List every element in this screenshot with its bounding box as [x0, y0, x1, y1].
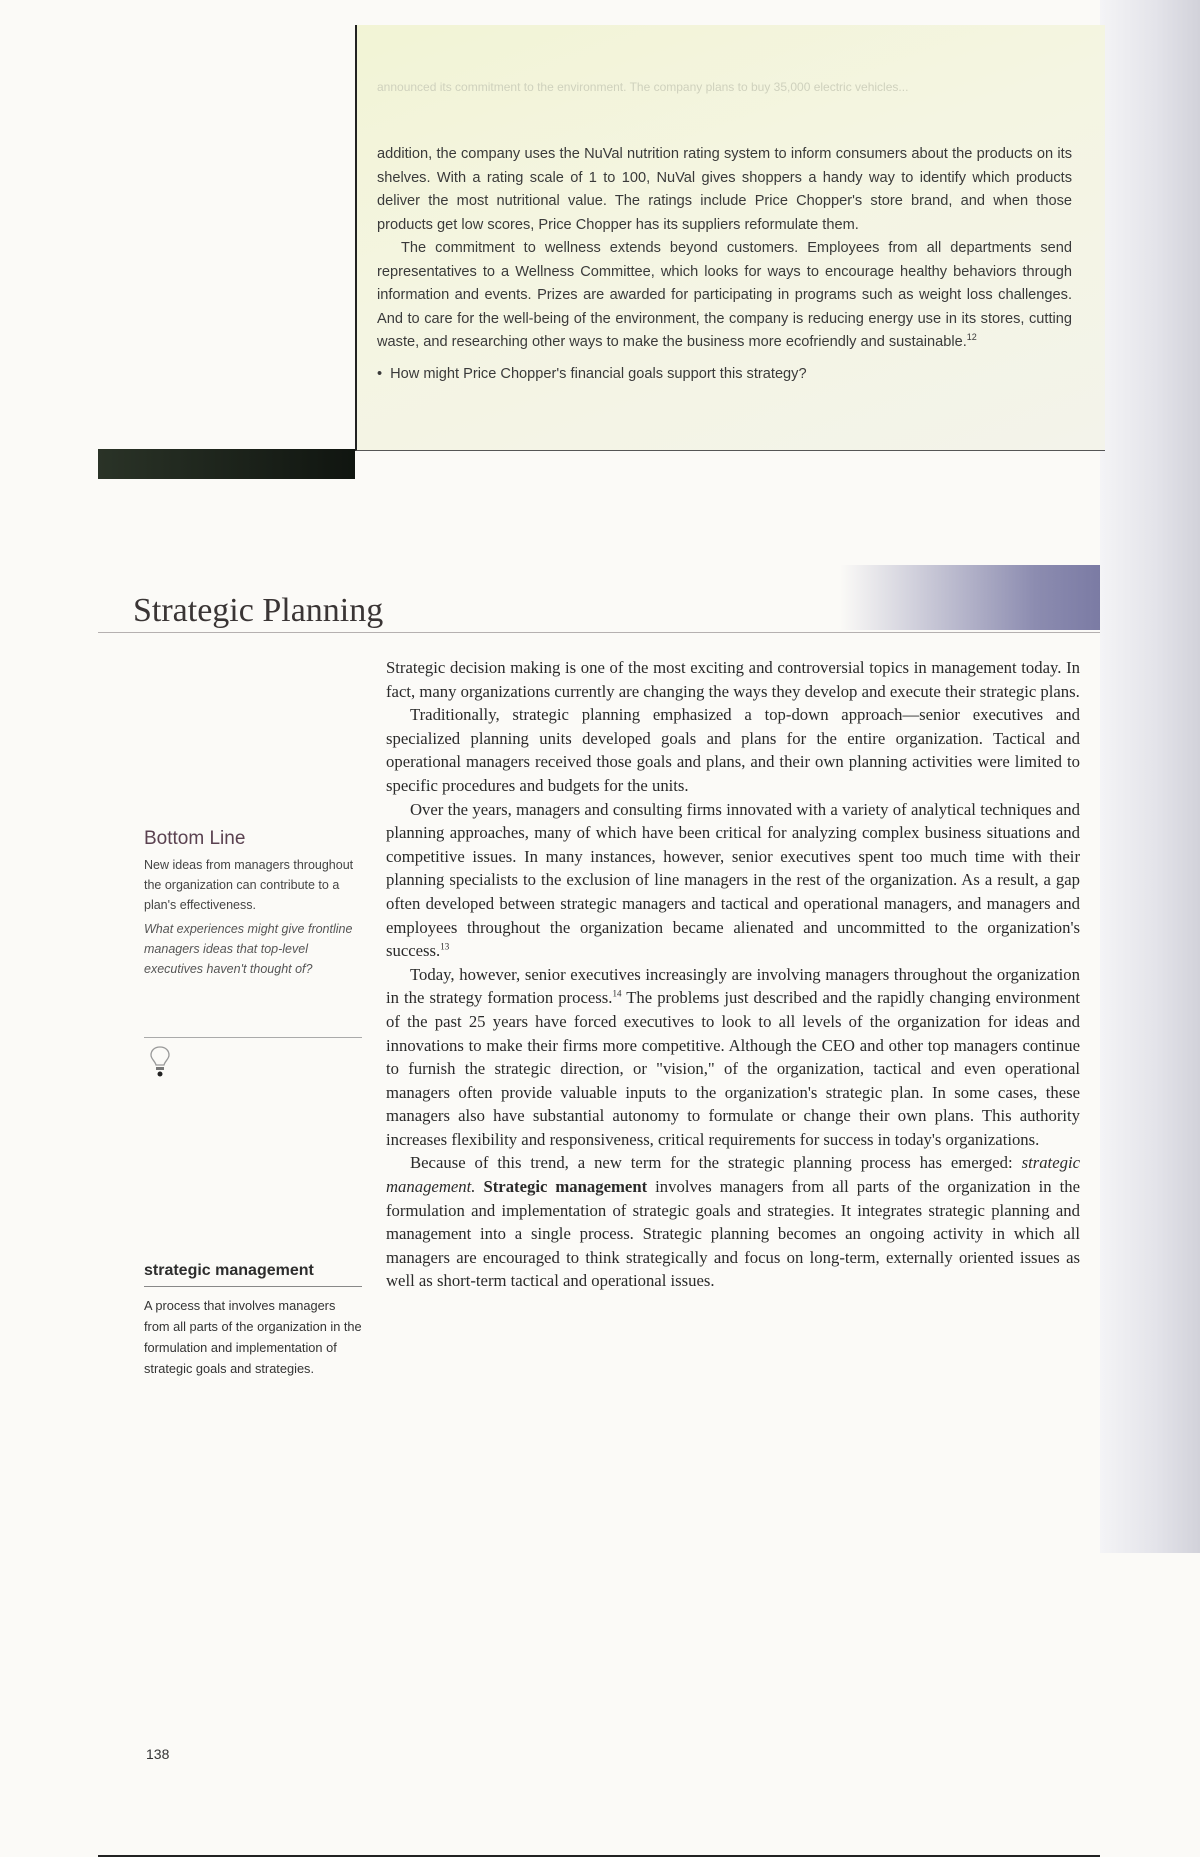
body-paragraph: Strategic decision making is one of the most exciting and controversial topics in management today. In fact, many organizations currently are changing the ways they develop and execute their strategic plans. [386, 658, 1080, 701]
bottom-line-text: New ideas from managers throughout the organization can contribute to a plan's effectiveness. [144, 858, 354, 912]
main-body-text [386, 656, 1080, 1293]
body-paragraph-text: Over the years, managers and consulting firms innovated with a variety of analytical techniques and planning approaches, many of which have been critical for analyzing complex business situations and competitive issues. In many instances, however, senior executives spent too much time with their planning specialists to the exclusion of line managers in the rest of the organization. As a result, a gap often developed between strategic managers and tactical and operational managers, and managers and employees throughout the organization became alienated and uncommitted to the organization's success. [386, 799, 1080, 961]
bullet-icon: • [377, 365, 383, 382]
question-text: How might Price Chopper's financial goals support this strategy? [390, 365, 807, 382]
sidebar-rule [144, 1037, 362, 1038]
body-paragraph-text: Because of this trend, a new term for the strategic planning process has emerged: [410, 1153, 1022, 1173]
body-paragraph [386, 798, 1080, 963]
case-study-box [355, 25, 1105, 451]
decorative-bar [98, 449, 355, 479]
body-paragraph: Traditionally, strategic planning emphasized a top-down approach—senior executives and specialized planning units developed goals and plans for the entire organization. Tactical and operational managers received those goals and plans, and their own planning activities were limited to specific procedures and budgets for the units. [386, 705, 1080, 795]
footnote-ref: 12 [966, 332, 977, 343]
case-paragraph [377, 237, 1072, 355]
term-definition: A process that involves managers from all parts of the organization in the formulation and implementation of strategic goals and strategies. [144, 1298, 362, 1376]
bottom-line-title: Bottom Line [144, 828, 246, 849]
lightbulb-icon [149, 1045, 171, 1079]
key-term-bold: Strategic management [475, 1177, 648, 1197]
case-paragraph: addition, the company uses the NuVal nutrition rating system to inform consumers about the products on its shelves. With a rating scale of 1 to 100, NuVal gives shoppers a handy way to identify which products deliver the most nutritional value. The ratings include Price Chopper's store brand, and when those products get low scores, Price Chopper has its suppliers reformulate them. [377, 146, 1072, 233]
title-rule [98, 632, 1100, 633]
bleed-through-text: announced its commitment to the environment. The company plans to buy 35,000 electric vehicles... [377, 80, 909, 94]
key-term-italic: strategic management. [386, 1153, 1080, 1197]
bottom-line-question: What experiences might give frontline managers ideas that top-level executives haven't thought of? [144, 922, 353, 976]
footnote-ref: 13 [440, 941, 450, 952]
case-study-text [377, 143, 1072, 386]
page-edge-band [840, 565, 1100, 630]
term-title: strategic management [144, 1262, 362, 1287]
body-paragraph-text: The problems just described and the rapidly changing environment of the past 25 years have forced executives to look to all levels of the organization for ideas and innovations to make their firms more competitive. Although the CEO and other top managers continue to furnish the strategic direction, or "vision," of the organization, tactical and even operational managers often provide valuable inputs to the organization's strategic plan. In some cases, these managers also have substantial autonomy to formulate or change their own plans. This authority increases flexibility and responsiveness, critical requirements for success in today's organizations. [386, 988, 1080, 1149]
bottom-line-sidebar [144, 828, 362, 979]
discussion-question [377, 363, 1072, 387]
body-paragraph [386, 1151, 1080, 1293]
page-edge-shadow [1100, 0, 1200, 1553]
body-paragraph [386, 963, 1080, 1152]
body-paragraph-text: Today, however, senior executives increasingly are involving managers throughout the organization in the strategy formation process. [386, 964, 1080, 1008]
body-paragraph-text: involves managers from all parts of the organization in the formulation and implementation of strategic goals and strategies. It integrates strategic planning and management into a single process. Strategic planning becomes an ongoing activity in which all managers are encouraged to think strategically and focus on long-term, externally oriented issues as well as short-term tactical and operational issues. [386, 1177, 1080, 1291]
glossary-term [144, 1262, 362, 1379]
footnote-ref: 14 [612, 988, 622, 999]
case-paragraph-text: The commitment to wellness extends beyond customers. Employees from all departments send representatives to a Wellness Committee, which looks for ways to encourage healthy behaviors through information and events. Prizes are awarded for participating in programs such as weight loss challenges. And to care for the well-being of the environment, the company is reducing energy use in its stores, cutting waste, and researching other ways to make the business more ecofriendly and sustainable. [377, 240, 1072, 350]
section-title: Strategic Planning [133, 592, 384, 629]
page-number: 138 [146, 1746, 170, 1762]
